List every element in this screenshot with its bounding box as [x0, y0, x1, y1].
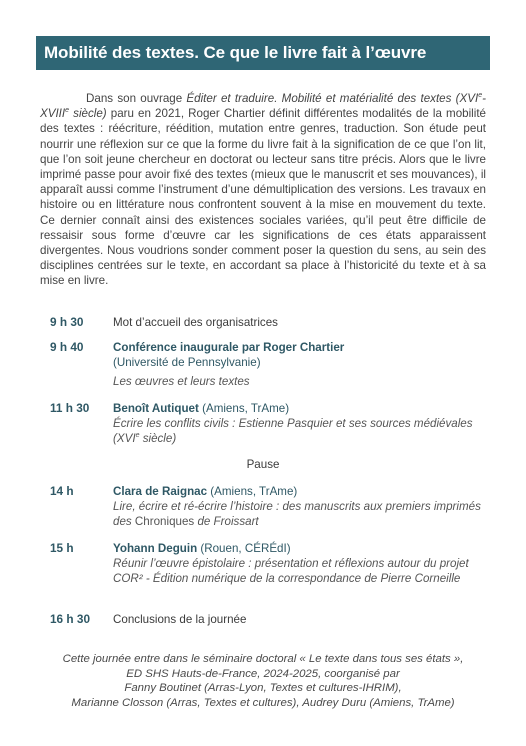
talk-title: Réunir l’œuvre épistolaire : présentation et réflexions autour du projet COR² - Édition numérique de la correspondance de Pierre Corneille	[113, 557, 469, 585]
session-time: 9 h 40	[50, 340, 84, 354]
session-text: Mot d’accueil des organisatrices	[113, 316, 278, 329]
book-title: Éditer et traduire. Mobilité et matérialité des textes (XVIe-XVIIIe siècle)	[40, 92, 486, 121]
speaker-name: Yohann Deguin	[113, 542, 198, 555]
session-time: 11 h 30	[50, 401, 90, 415]
speaker-name: Benoît Autiquet	[113, 402, 199, 415]
speaker-affiliation: (Université de Pennsylvanie)	[113, 356, 261, 369]
talk-title: Écrire les conflits civils : Estienne Pasquier et ses sources médiévales (XVIe siècle)	[113, 417, 473, 445]
speaker-affiliation: (Rouen, CÉRÉdI)	[197, 542, 291, 555]
speaker-affiliation: (Amiens, TrAme)	[198, 402, 290, 415]
talk-title: Les œuvres et leurs textes	[113, 375, 250, 388]
session-text: Conclusions de la journée	[113, 613, 247, 626]
speaker-name: Clara de Raignac	[113, 485, 208, 498]
session-time: 15 h	[50, 541, 74, 555]
title-banner	[36, 36, 490, 70]
intro-paragraph: Dans son ouvrage Éditer et traduire. Mobilité et matérialité des textes (XVIe-XVIIIe siècle) paru en 2021, Roger Chartier définit différentes modalités de la mobilité des textes : réécriture, réédition, mutation entre genres, traduction. Son étude peut nourrir une réflexion sur ce que la forme du livre fait à la signification de ce que l’on lit, que l’on soit jeune chercheur en doctorat ou lecteur sans titre précis. Alors que le livre imprimé passe pour avoir fixé des textes (mieux que le manuscrit et ses mouvances), il apparaît aussi comme l’instrument d’une démultiplication des versions. Les travaux en histoire ou en littérature nous confrontent souvent à la mise en mouvement du texte. Ce dernier connaît ainsi des existences sociales variées, qu’il peut être difficile de ressaisir sous forme d’œuvre car les significations de ces états apparaissent divergentes. Nous voudrions sonder comment poser la question du sens, au sein des disciplines centrées sur le texte, en accordant sa place à l’historicité du texte et à sa mise en livre.	[40, 92, 486, 288]
page-title: Mobilité des textes. Ce que le livre fait à l’œuvre	[44, 43, 427, 62]
footer-note: Cette journée entre dans le séminaire doctoral « Le texte dans tous ses états », ED SHS Hauts-de-France, 2024-2025, coorganisé par Fanny Boutinet (Arras-Lyon, Textes et cultures-IHRIM), Marianne Closson (Arras, Textes et cultures), Audrey Duru (Amiens, TrAme)	[62, 653, 464, 709]
session-time: 9 h 30	[50, 315, 84, 329]
speaker-name: Conférence inaugurale par Roger Chartier	[113, 341, 345, 354]
talk-title: Lire, écrire et ré-écrire l’histoire : des manuscrits aux premiers imprimés des Chroniques de Froissart	[113, 500, 481, 528]
speaker-affiliation: (Amiens, TrAme)	[207, 485, 298, 498]
session-time: 14 h	[50, 484, 74, 498]
session-time: 16 h 30	[50, 612, 91, 626]
pause-label: Pause	[246, 458, 280, 471]
